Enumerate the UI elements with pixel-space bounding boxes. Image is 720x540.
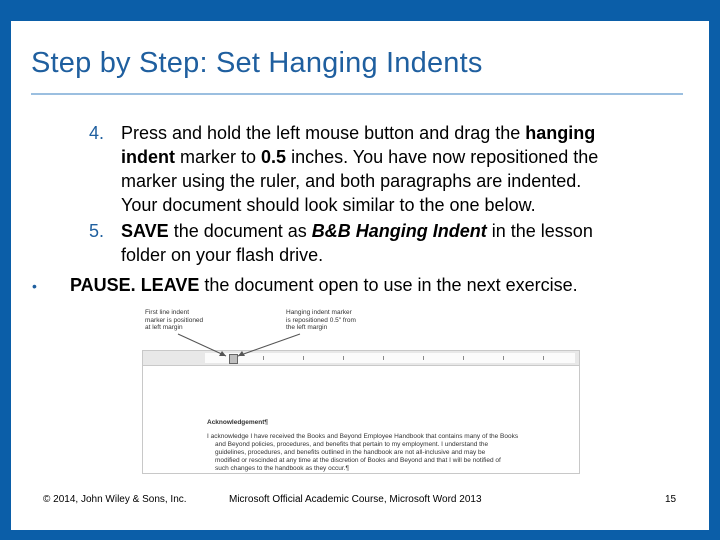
pause-bold: PAUSE.	[70, 275, 136, 295]
callout-text: First line indent	[145, 309, 190, 316]
step-4-text: Press and hold the left mouse button and drag the	[121, 123, 526, 143]
bullet-marker: •	[32, 278, 37, 294]
arrow-line	[238, 334, 300, 356]
step-4-bold: 0.5	[261, 147, 287, 167]
doc-line: modified or rescinded at any time at the discretion of Books and Beyond and that I will be notified of	[215, 457, 501, 464]
callout-text: marker is positioned	[145, 316, 204, 324]
doc-line: and Beyond policies, procedures, and benefits that pertain to my employment. I understand the	[215, 441, 489, 448]
step-4-text: inches. You have now repositioned the	[286, 147, 599, 167]
page-number: 15	[665, 494, 677, 505]
doc-line: guidelines, procedures, and benefits outlined in the handbook are not all-inclusive and may be	[215, 449, 486, 456]
callout-text: the left margin	[286, 324, 328, 331]
leave-bold: LEAVE	[135, 275, 200, 295]
doc-heading: Acknowledgement¶	[207, 419, 269, 426]
arrow-line	[178, 334, 226, 356]
step-4-bold: hanging	[525, 123, 596, 143]
doc-line: such changes to the handbook as they occur.¶	[215, 465, 349, 472]
step-4-bold: indent	[121, 147, 175, 167]
step-4-text: marker to	[175, 147, 262, 167]
step-4-number: 4.	[89, 123, 105, 143]
step-5-filename: B&B Hanging Indent	[311, 221, 487, 241]
footer-course: Microsoft Official Academic Course, Microsoft Word 2013	[229, 494, 482, 505]
pause-text: the document open to use in the next exercise.	[199, 275, 578, 295]
step-5-text: in the lesson	[486, 221, 593, 241]
slide-title: Step by Step: Set Hanging Indents	[31, 47, 483, 79]
step-5-bold: SAVE	[121, 221, 169, 241]
step-4-line-4: Your document should look similar to the one below.	[121, 195, 536, 215]
callout-text: is repositioned 0.5" from	[286, 316, 356, 324]
step-5-line-2: folder on your flash drive.	[121, 245, 324, 265]
doc-line: I acknowledge I have received the Books and Beyond Employee Handbook that contains many of the Books	[207, 433, 519, 440]
callout-text: at left margin	[145, 324, 183, 331]
footer-copyright: © 2014, John Wiley & Sons, Inc.	[43, 494, 187, 505]
step-5-number: 5.	[89, 221, 105, 241]
callout-text: Hanging indent marker	[286, 309, 352, 316]
step-4-line-3: marker using the ruler, and both paragraphs are indented.	[121, 171, 582, 191]
step-5-text: the document as	[168, 221, 312, 241]
